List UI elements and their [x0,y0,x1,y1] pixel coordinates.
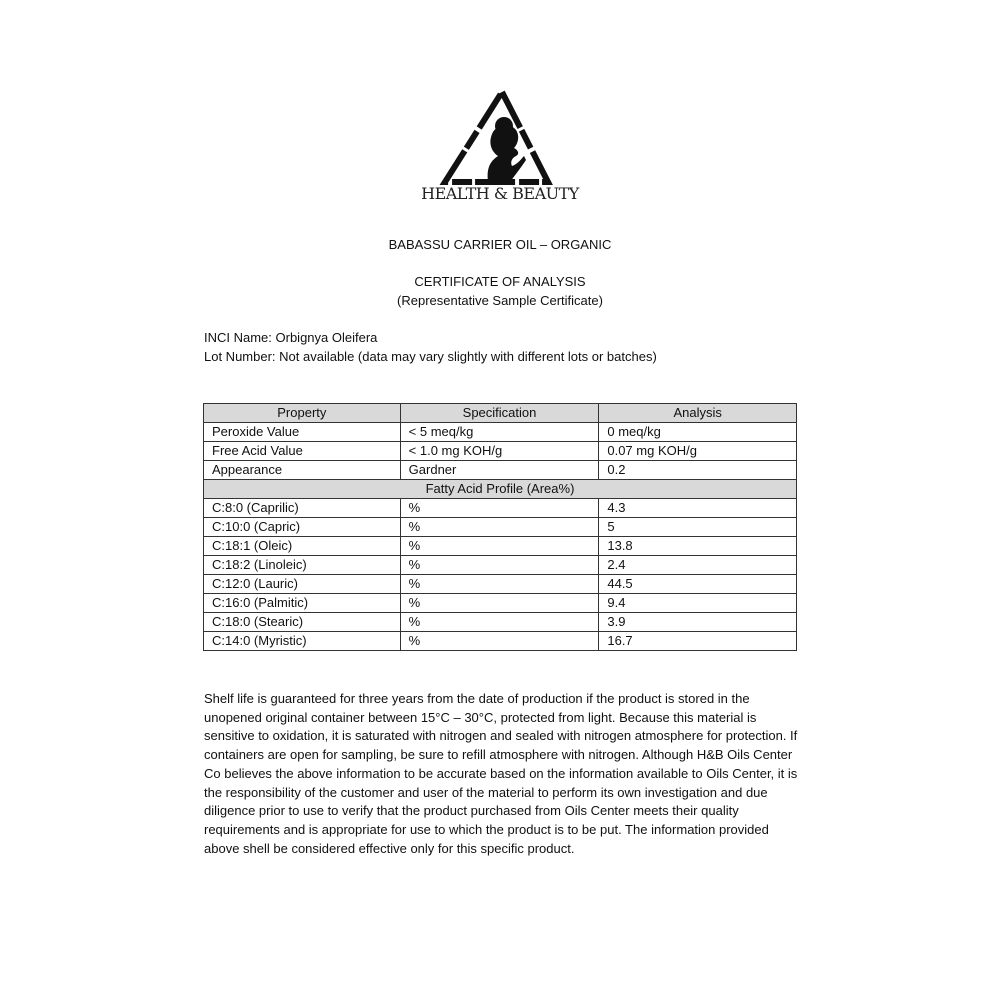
cell-property: C:18:0 (Stearic) [204,613,401,632]
logo-triangle-icon [400,86,600,186]
cell-property: Peroxide Value [204,423,401,442]
header-specification: Specification [400,404,599,423]
table-row [204,423,797,442]
cell-analysis: 2.4 [599,556,797,575]
table-row [204,537,797,556]
cell-property: C:18:1 (Oleic) [204,537,401,556]
logo-text: HEALTH & BEAUTY [421,184,579,203]
cell-property: C:16:0 (Palmitic) [204,594,401,613]
table-row [204,632,797,651]
table-row [204,575,797,594]
table-row [204,613,797,632]
table-row [204,461,797,480]
table-row [204,442,797,461]
cell-specification: < 1.0 mg KOH/g [400,442,599,461]
analysis-table [203,403,797,651]
cell-specification: % [400,537,599,556]
health-beauty-logo [400,86,600,211]
cell-property: C:14:0 (Myristic) [204,632,401,651]
cell-property: C:8:0 (Caprilic) [204,499,401,518]
cell-analysis: 13.8 [599,537,797,556]
cell-specification: % [400,499,599,518]
cell-property: C:10:0 (Capric) [204,518,401,537]
inci-name: INCI Name: Orbignya Oleifera [204,330,378,345]
section-row [204,480,797,499]
cell-property: Appearance [204,461,401,480]
cell-specification: % [400,556,599,575]
header-analysis: Analysis [599,404,797,423]
cell-specification: % [400,575,599,594]
cell-property: C:12:0 (Lauric) [204,575,401,594]
product-title: BABASSU CARRIER OIL – ORGANIC [388,237,612,252]
table-row [204,499,797,518]
header-property: Property [204,404,401,423]
disclaimer-paragraph: Shelf life is guaranteed for three years from the date of production if the product is stored in the unopened original container between 15°C – 30°C, protected from light. Because this material is sensitive to oxidation, it is saturated with nitrogen and sealed with nitrogen atmosphere for protection. If containers are open for sampling, be sure to refill atmosphere with nitrogen. Although H&B Oils Center Co believes the above information to be accurate based on the information available to Oils Center, it is the responsibility of the customer and user of the material to perform its own investigation and due diligence prior to use to verify that the product purchased from Oils Center meets their quality requirements and is appropriate for use to which the product is to be put. The information provided above shell be considered effective only for this specific product. [204,691,798,856]
cell-specification: % [400,632,599,651]
cell-specification: Gardner [400,461,599,480]
table-row [204,594,797,613]
cell-analysis: 5 [599,518,797,537]
fatty-acid-section-label: Fatty Acid Profile (Area%) [204,480,797,499]
lot-number: Lot Number: Not available (data may vary slightly with different lots or batches) [204,349,657,364]
cell-analysis: 0 meq/kg [599,423,797,442]
cell-specification: % [400,613,599,632]
cell-specification: % [400,594,599,613]
cell-analysis: 3.9 [599,613,797,632]
cell-analysis: 16.7 [599,632,797,651]
cell-specification: % [400,518,599,537]
table-row [204,556,797,575]
cell-property: C:18:2 (Linoleic) [204,556,401,575]
cell-specification: < 5 meq/kg [400,423,599,442]
certificate-subtitle: (Representative Sample Certificate) [397,293,603,308]
cell-property: Free Acid Value [204,442,401,461]
table-header-row [204,404,797,423]
certificate-title: CERTIFICATE OF ANALYSIS [414,274,586,289]
cell-analysis: 9.4 [599,594,797,613]
cell-analysis: 0.07 mg KOH/g [599,442,797,461]
cell-analysis: 0.2 [599,461,797,480]
table-row [204,518,797,537]
cell-analysis: 4.3 [599,499,797,518]
cell-analysis: 44.5 [599,575,797,594]
